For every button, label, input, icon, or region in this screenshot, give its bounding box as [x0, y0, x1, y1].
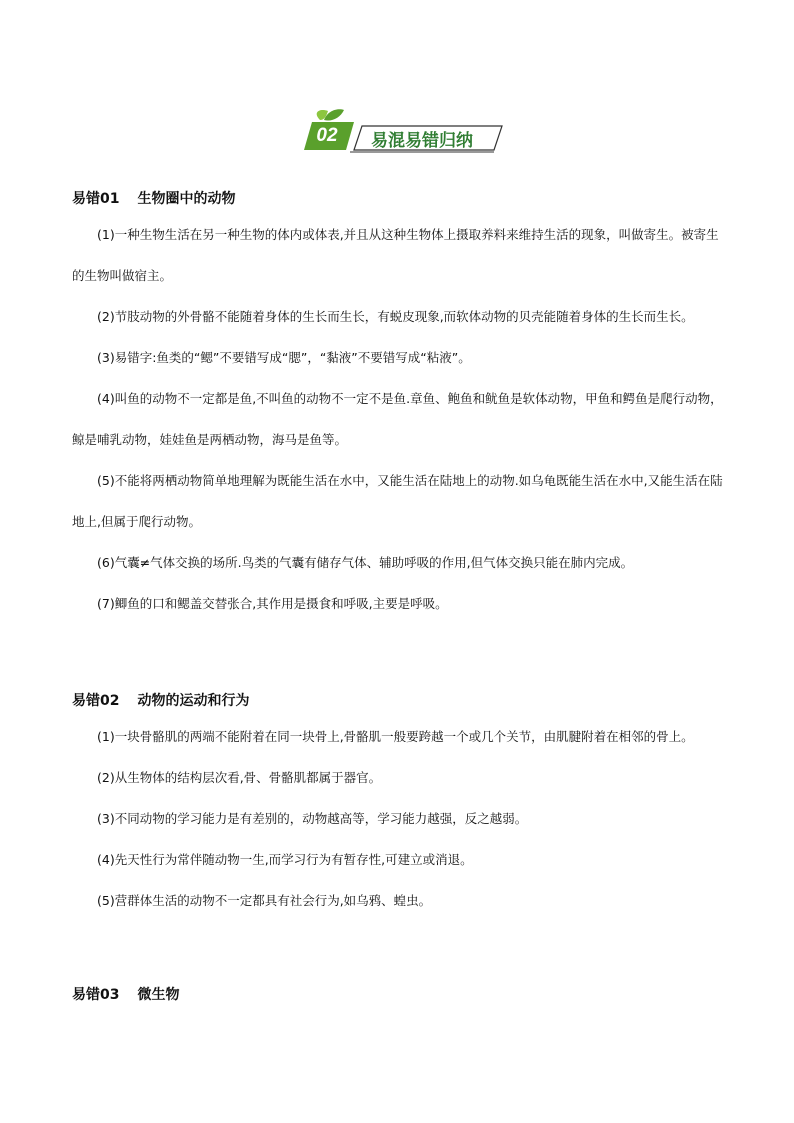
- list-item: (1)一种生物生活在另一种生物的体内或体表,并且从这种生物体上摄取养料来维持生活的现象，叫做寄生。被寄生的生物叫做宿主。: [72, 227, 719, 283]
- list-item: (6)气囊≠气体交换的场所.鸟类的气囊有储存气体、辅助呼吸的作用,但气体交换只能在肺内完成。: [97, 555, 634, 570]
- list-item: (1)一块骨骼肌的两端不能附着在同一块骨上,骨骼肌一般要跨越一个或几个关节，由肌腱附着在相邻的骨上。: [97, 729, 694, 744]
- section-02-list: [72, 716, 724, 921]
- section-heading-02: 易错02 动物的运动和行为: [72, 693, 250, 709]
- list-item: (7)鲫鱼的口和鳃盖交替张合,其作用是摄食和呼吸,主要是呼吸。: [97, 596, 448, 611]
- list-item: (3)不同动物的学习能力是有差别的，动物越高等，学习能力越强，反之越弱。: [97, 811, 528, 826]
- list-item: (5)不能将两栖动物简单地理解为既能生活在水中，又能生活在陆地上的动物.如乌龟既能生活在水中,又能生活在陆地上,但属于爬行动物。: [72, 473, 723, 529]
- list-item: (2)节肢动物的外骨骼不能随着身体的生长而生长，有蜕皮现象,而软体动物的贝壳能随着身体的生长而生长。: [97, 309, 694, 324]
- list-item: (2)从生物体的结构层次看,骨、骨骼肌都属于器官。: [97, 770, 382, 785]
- list-item: (5)营群体生活的动物不一定都具有社会行为,如乌鸦、蝗虫。: [97, 893, 432, 908]
- list-item: (4)叫鱼的动物不一定都是鱼,不叫鱼的动物不一定不是鱼.章鱼、鲍鱼和鱿鱼是软体动物，甲鱼和鳄鱼是爬行动物，鲸是哺乳动物，娃娃鱼是两栖动物，海马是鱼等。: [72, 391, 723, 447]
- list-item: (4)先天性行为常伴随动物一生,而学习行为有暂存性,可建立或消退。: [97, 852, 473, 867]
- list-item: (3)易错字:鱼类的“鳃”不要错写成“腮”，“黏液”不要错写成“粘液”。: [97, 350, 471, 365]
- badge-number: 02: [316, 125, 338, 146]
- badge-title: 易混易错归纳: [371, 131, 473, 151]
- section-heading-03: 易错03 微生物: [72, 987, 180, 1003]
- leaf-icon: [317, 109, 344, 120]
- section-heading-01: 易错01 生物圈中的动物: [72, 191, 236, 207]
- section-badge: [298, 108, 504, 154]
- section-01-list: [72, 214, 724, 624]
